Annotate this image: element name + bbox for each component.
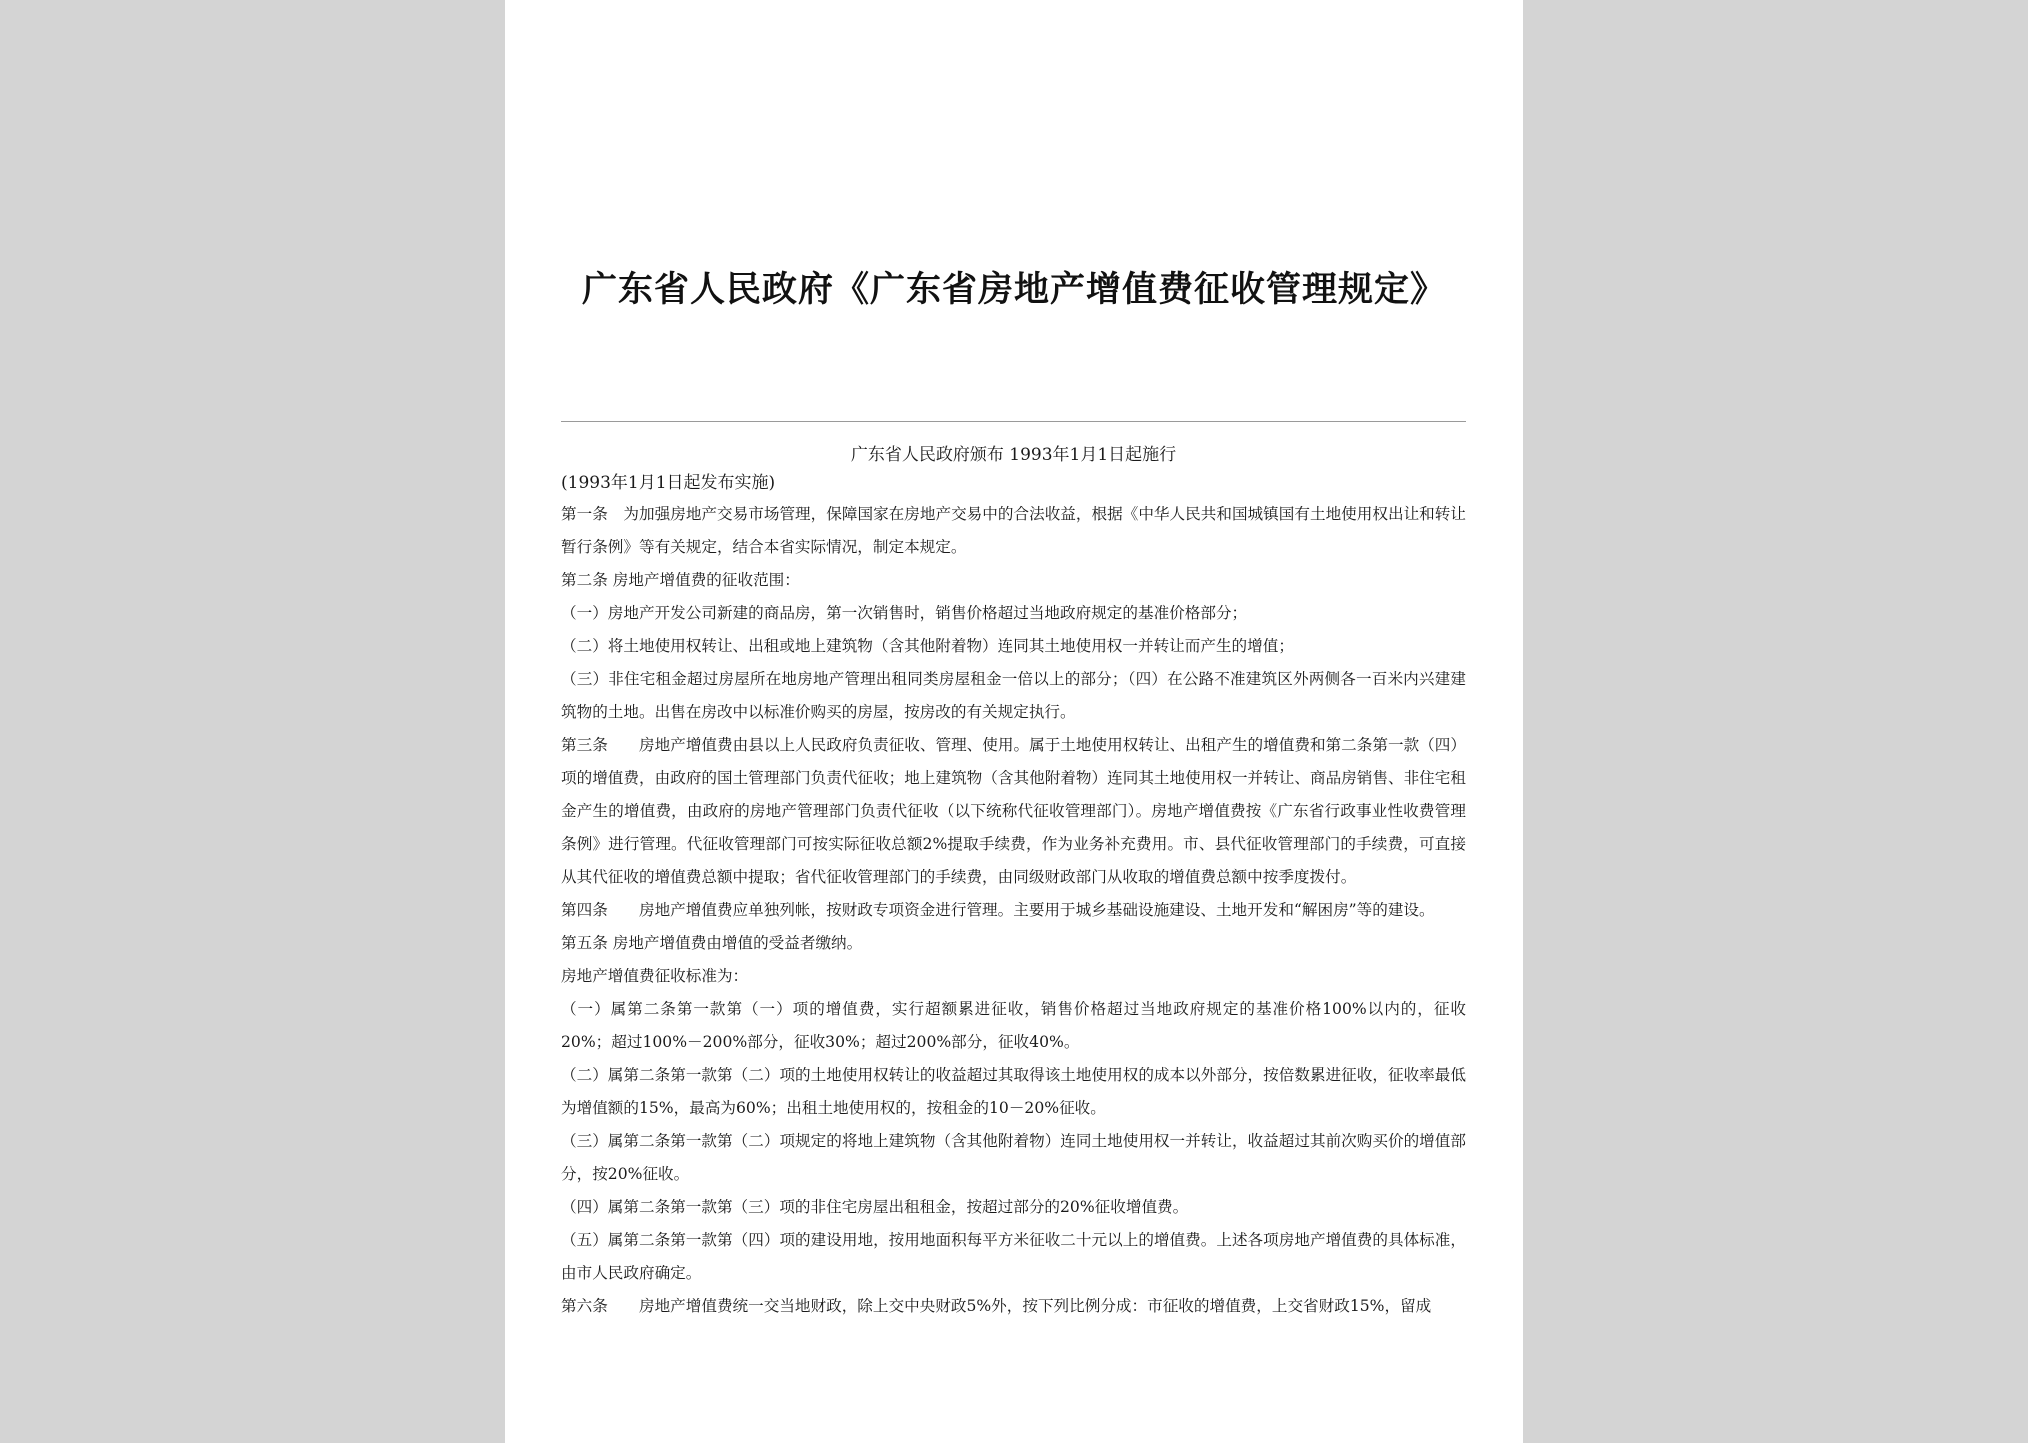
- title-divider: [561, 421, 1466, 422]
- article-5-paragraph: 第五条 房地产增值费由增值的受益者缴纳。: [561, 934, 863, 952]
- article-5-item-5: （五）属第二条第一款第（四）项的建设用地，按用地面积每平方米征收二十元以上的增值费。上述各项房地产增值费的具体标准，由市人民政府确定。: [561, 1231, 1466, 1282]
- article-2-paragraph: 第二条 房地产增值费的征收范围：: [561, 571, 800, 589]
- article-5-item-2: （二）属第二条第一款第（二）项的土地使用权转让的收益超过其取得该土地使用权的成本以外部分，按倍数累进征收，征收率最低为增值额的15%，最高为60%；出租土地使用权的，按租金的10－20%征收。: [561, 1066, 1466, 1117]
- article-1-paragraph: 第一条 为加强房地产交易市场管理，保障国家在房地产交易中的合法收益，根据《中华人民共和国城镇国有土地使用权出让和转让暂行条例》等有关规定，结合本省实际情况，制定本规定。: [561, 505, 1466, 556]
- article-2-item-1: （一）房地产开发公司新建的商品房，第一次销售时，销售价格超过当地政府规定的基准价格部分；: [561, 604, 1248, 622]
- article-5-item-3: （三）属第二条第一款第（二）项规定的将地上建筑物（含其他附着物）连同土地使用权一并转让，收益超过其前次购买价的增值部分，按20%征收。: [561, 1132, 1466, 1183]
- article-3-paragraph: 第三条 房地产增值费由县以上人民政府负责征收、管理、使用。属于土地使用权转让、出租产生的增值费和第二条第一款（四）项的增值费，由政府的国土管理部门负责代征收；地上建筑物（含其他附着物）连同其土地使用权一并转让、商品房销售、非住宅租金产生的增值费，由政府的房地产管理部门负责代征收（以下统称代征收管理部门）。房地产增值费按《广东省行政事业性收费管理条例》进行管理。代征收管理部门可按实际征收总额2%提取手续费，作为业务补充费用。市、县代征收管理部门的手续费，可直接从其代征收的增值费总额中提取；省代征收管理部门的手续费，由同级财政部门从收取的增值费总额中按季度拨付。: [561, 736, 1466, 886]
- regulation-body: [561, 498, 1466, 1323]
- document-page: [505, 0, 1523, 1443]
- article-5-standard-heading: 房地产增值费征收标准为：: [561, 967, 749, 985]
- article-5-item-4: （四）属第二条第一款第（三）项的非住宅房屋出租租金，按超过部分的20%征收增值费。: [561, 1198, 1189, 1216]
- article-2-item-3-4: （三）非住宅租金超过房屋所在地房地产管理出租同类房屋租金一倍以上的部分；（四）在公路不准建筑区外两侧各一百米内兴建建筑物的土地。出售在房改中以标准价购买的房屋，按房改的有关规定执行。: [561, 670, 1466, 721]
- article-4-paragraph: 第四条 房地产增值费应单独列帐，按财政专项资金进行管理。主要用于城乡基础设施建设、土地开发和“解困房”等的建设。: [561, 901, 1435, 919]
- article-2-item-2: （二）将土地使用权转让、出租或地上建筑物（含其他附着物）连同其土地使用权一并转让而产生的增值；: [561, 637, 1294, 655]
- effective-date-note: (1993年1月1日起发布实施): [561, 473, 776, 493]
- document-title: 广东省人民政府《广东省房地产增值费征收管理规定》: [581, 269, 1446, 310]
- article-6-paragraph: 第六条 房地产增值费统一交当地财政，除上交中央财政5%外，按下列比例分成：市征收的增值费，上交省财政15%，留成: [561, 1297, 1432, 1315]
- promulgation-line: 广东省人民政府颁布 1993年1月1日起施行: [850, 445, 1177, 465]
- article-5-item-1: （一）属第二条第一款第（一）项的增值费，实行超额累进征收，销售价格超过当地政府规定的基准价格100%以内的，征收20%；超过100%－200%部分，征收30%；超过200%部分，征收40%。: [561, 1000, 1466, 1051]
